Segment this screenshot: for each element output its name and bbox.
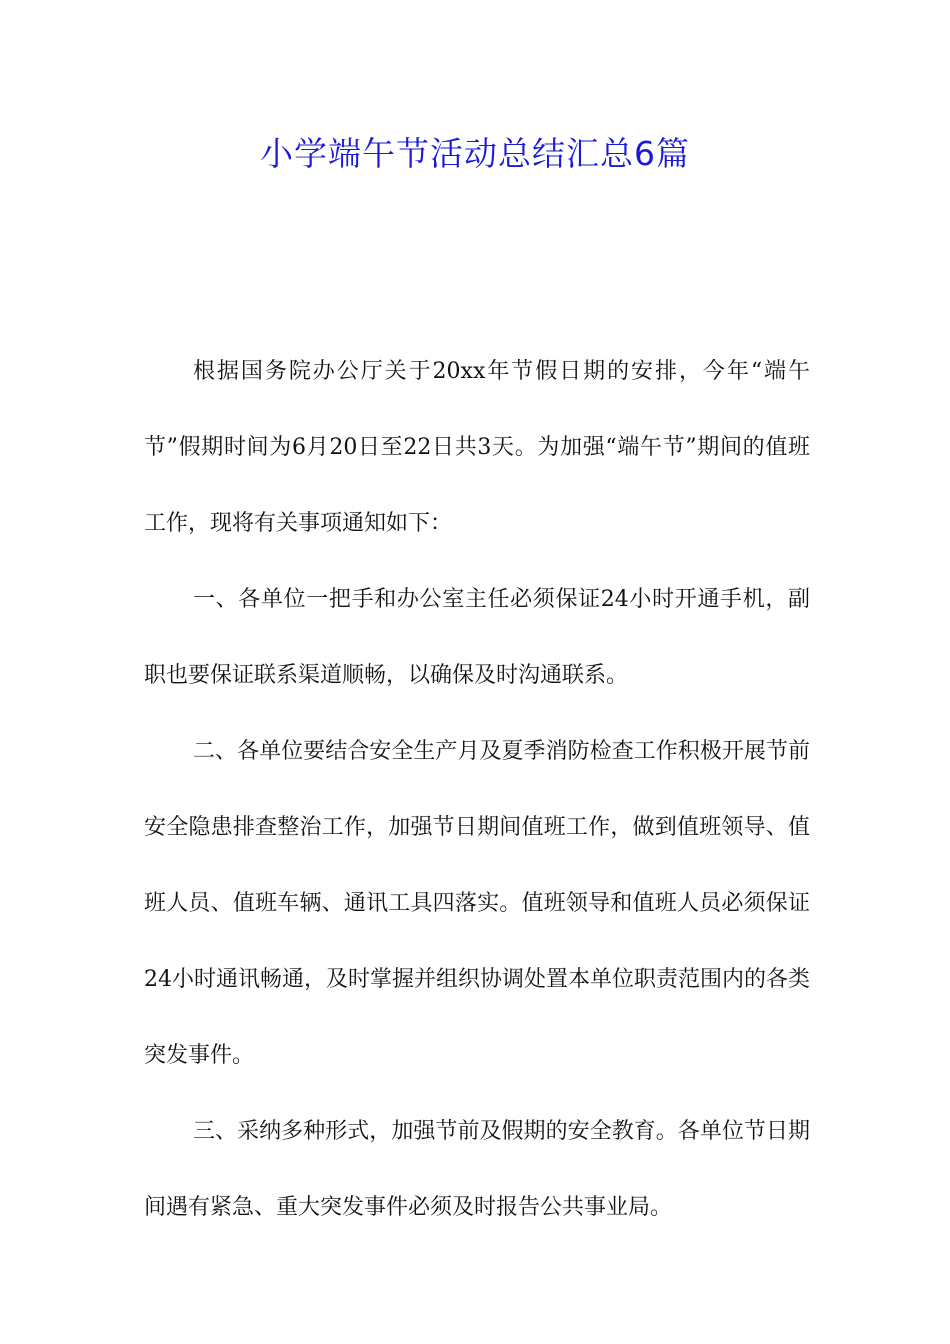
paragraph-item-3: 三、采纳多种形式，加强节前及假期的安全教育。各单位节日期间遇有紧急、重大突发事件必须及时报告公共事业局。 xyxy=(144,1119,810,1220)
paragraph-intro: 根据国务院办公厅关于20xx年节假日期的安排，今年“端午节”假期时间为6月20日至22日共3天。为加强“端午节”期间的值班工作，现将有关事项通知如下： xyxy=(144,359,810,536)
document-title: 小学端午节活动总结汇总6篇 xyxy=(260,134,690,173)
paragraph-item-2: 二、各单位要结合安全生产月及夏季消防检查工作积极开展节前安全隐患排查整治工作，加强节日期间值班工作，做到值班领导、值班人员、值班车辆、通讯工具四落实。值班领导和值班人员必须保证24小时通讯畅通，及时掌握并组织协调处置本单位职责范围内的各类突发事件。 xyxy=(144,739,810,1068)
paragraph-item-1: 一、各单位一把手和办公室主任必须保证24小时开通手机，副职也要保证联系渠道顺畅，以确保及时沟通联系。 xyxy=(144,587,810,688)
document-body xyxy=(144,334,810,1246)
